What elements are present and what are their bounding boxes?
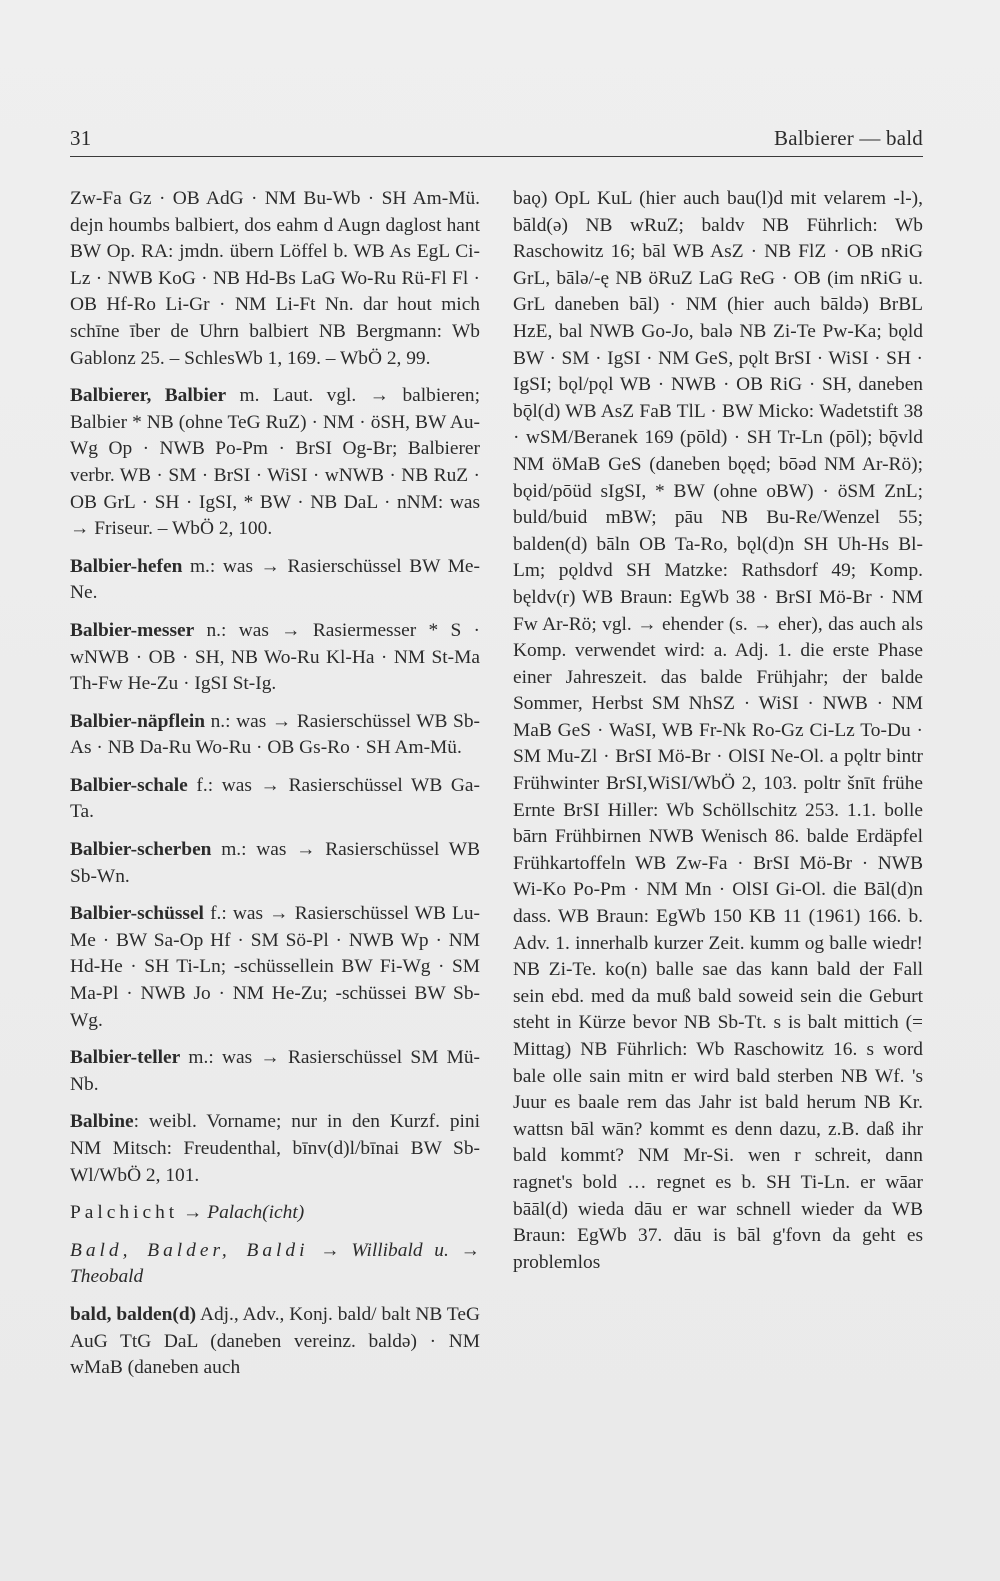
- running-head: [70, 126, 923, 156]
- entry-bald: bald, balden(d) Adj., Adv., Konj. bald/ balt NB TeG AuG TtG DaL (daneben vereinz. baldə) · NM wMaB (daneben auch: [70, 1303, 480, 1379]
- entry-balbier-schuessel: Balbier-schüssel f.: was → Rasierschüssel WB Lu-Me · BW Sa-Op Hf · SM Sö-Pl · NWB Wp · NM Hd-He · SH Ti-Ln; -schüssellein BW Fi-Wg · SM Ma-Pl · NWB Jo · NM He-Zu; -schüssei BW Sb-Wg.: [70, 903, 480, 1031]
- entry-balbier-messer: Balbier-messer n.: was → Rasiermesser * S · wNWB · OB · SH, NB Wo-Ru Kl-Ha · NM St-Ma Th-Fw He-Zu · IgSI St-Ig.: [70, 619, 480, 695]
- lemma: Balbierer, Balbier: [70, 385, 227, 407]
- entry-balbier-hefen: Balbier-hefen m.: was → Rasierschüssel BW Me-Ne.: [70, 555, 480, 604]
- entry-balbier-scherben: Balbier-scherben m.: was → Rasierschüssel WB Sb-Wn.: [70, 839, 480, 887]
- running-title: Balbierer — bald: [774, 126, 923, 150]
- lemma: Balbier-messer: [70, 619, 195, 641]
- entry-continuation: Zw-Fa Gz · OB AdG · NM Bu-Wb · SH Am-Mü. dejn houmbs balbiert, dos eahm d Augn daglost hant BW Op. RA: jmdn. übern Löffel b. WB As EgL Ci-Lz · NWB KoG · NB Hd-Bs LaG Wo-Ru Rü-Fl Fl · OB Hf-Ro Li-Gr · NM Li-Ft Nn. dar hout mich schīne īber de Uhrn balbiert NB Bergmann: Wb Gablonz 25. – SchlesWb 1, 169. – WbÖ 2, 99.: [70, 188, 480, 369]
- lemma: Balbier-schüssel: [70, 903, 204, 925]
- entry-balbine: Balbine: weibl. Vorname; nur in den Kurzf. pini NM Mitsch: Freudenthal, bīnv(d)l/bīnai BW Sb-Wl/WbÖ 2, 101.: [70, 1111, 480, 1186]
- lemma: Palchicht: [70, 1202, 179, 1224]
- lemma: Balbier-scherben: [70, 839, 212, 861]
- entry-bald-names: Bald, Balder, Baldi → Willibald u. → Theobald: [70, 1239, 480, 1288]
- lemma: Bald, Balder, Baldi: [70, 1239, 309, 1261]
- entry-bald-continued: baǫ) OpL KuL (hier auch bau(l)d mit velarem -l-), bāld(ə) NB wRuZ; baldv NB Führlich: Wb Raschowitz 16; bāl WB AsZ · NB FlZ · OB nRiG GrL, bālə/-ę NB öRuZ LaG ReG · OB (im nRiG u. GrL daneben bāl) · NM (hier auch bāldə) BrBL HzE, bal NWB Go-Jo, balə NB Zi-Te Pw-Ka; bǫld BW · SM · IgSI · NM GeS, pǫlt BrSI · WiSI · SH · IgSI; bǫl/pǫl WB · NWB · OB RiG · SH, daneben bǭl(d) WB AsZ FaB TlL · BW Micko: Wadetstift 38 · wSM/Beranek 169 (pōld) · SH Tr-Ln (pōl); bǭvld NM öMaB GeS (daneben bǫęd; bōəd NM Ar-Rö); bǫid/pōüd sIgSI, * BW (ohne oBW) · öSM ZnL; buld/buid mBW; pāu NB Bu-Re/Wenzel 55; balden(d) bāln OB Ta-Ro, bǫl(d)n SH Uh-Hs Bl-Lm; pǫldvd SH Matzke: Rathsdorf 49; Komp. bęldv(r) WB Braun: EgWb 38 · BrSI Mö-Br · NM Fw Ar-Rö; vgl. → ehender (s. → eher), das auch als Komp. verwendet wird: a. Adj. 1. die erste Phase einer Jahreszeit. das balde Frühjahr; der balde Sommer, Herbst SM NhSZ · WiSI · NWB · NM MaB GeS · WaSI, WB Fr-Nk Ro-Gz Ci-Lz To-Du · SM Mu-Zl · BrSI Mö-Br · OlSI Ne-Ol. a pǫltr bintr Frühwinter BrSI,WiSI/WbÖ 2, 103. poltr šnīt frühe Ernte BrSI Hiller: Wb Schöllschitz 253. 1.1. bolle bārn Frühbirnen NWB Wenisch 86. balde Erdäpfel Frühkartoffeln WB Zw-Fa · BrSI Mö-Br · NWB Wi-Ko Po-Pm · NM Mn · OlSI Gi-Ol. die Bāl(d)n dass. WB Braun: EgWb 150 KB 11 (1961) 166. b. Adv. 1. innerhalb kurzer Zeit. kumm og balle wiedr! NB Zi-Te. ko(n) balle sae das kann bald der Fall sein ebd. med da muß bald soweid sein die Geburt steht in Kürze bevor NB Sb-Tt. s is balt mittich (= Mittag) NB Führlich: Wb Raschowitz 16. s word bale olle sain mitn er wird bald sterben NB Wf. 's Juur es baale rem das Jahr ist bald herum NB Kr. wattsn bāl wān? kommt es denn dazu, z.B. daß ihr bald kommt? NM Mr-Si. wen r schreit, dann ragnet's bold … regnet es b. SH Ti-Ln. er wāar bāāl(d) wieda dāu er war schnell wieder da WB Braun: EgWb 37. dāu is bāl g'fovn da geht es problemlos: [513, 188, 923, 1273]
- lemma: Balbier-teller: [70, 1047, 181, 1069]
- left-column: [70, 186, 480, 1393]
- entry-balbier-naepflein: Balbier-näpflein n.: was → Rasierschüssel WB Sb-As · NB Da-Ru Wo-Ru · OB Gs-Ro · SH Am-Mü.: [70, 710, 480, 759]
- lemma: Balbier-näpflein: [70, 710, 206, 732]
- right-column: [513, 186, 923, 1287]
- entry-palchicht: Palchicht → Palach(icht): [70, 1202, 305, 1224]
- lemma: bald, balden(d): [70, 1303, 197, 1325]
- header-rule: [70, 156, 923, 157]
- lemma: Balbier-schale: [70, 774, 188, 796]
- lemma: Balbier-hefen: [70, 555, 183, 577]
- entry-balbier-schale: Balbier-schale f.: was → Rasierschüssel WB Ga-Ta.: [70, 774, 480, 823]
- page-number: 31: [70, 126, 92, 150]
- lemma: Balbine: [70, 1111, 134, 1133]
- entry-balbier-teller: Balbier-teller m.: was → Rasierschüssel SM Mü-Nb.: [70, 1047, 480, 1095]
- entry-balbierer: Balbierer, Balbier m. Laut. vgl. → balbieren; Balbier * NB (ohne TeG RuZ) · NM · öSH, BW Au-Wg Op · NWB Po-Pm · BrSI Og-Br; Balbierer verbr. WB · SM · BrSI · WiSI · wNWB · NB RuZ · OB GrL · SH · IgSI, * BW · NB DaL · nNM: was → Friseur. – WbÖ 2, 100.: [70, 385, 481, 540]
